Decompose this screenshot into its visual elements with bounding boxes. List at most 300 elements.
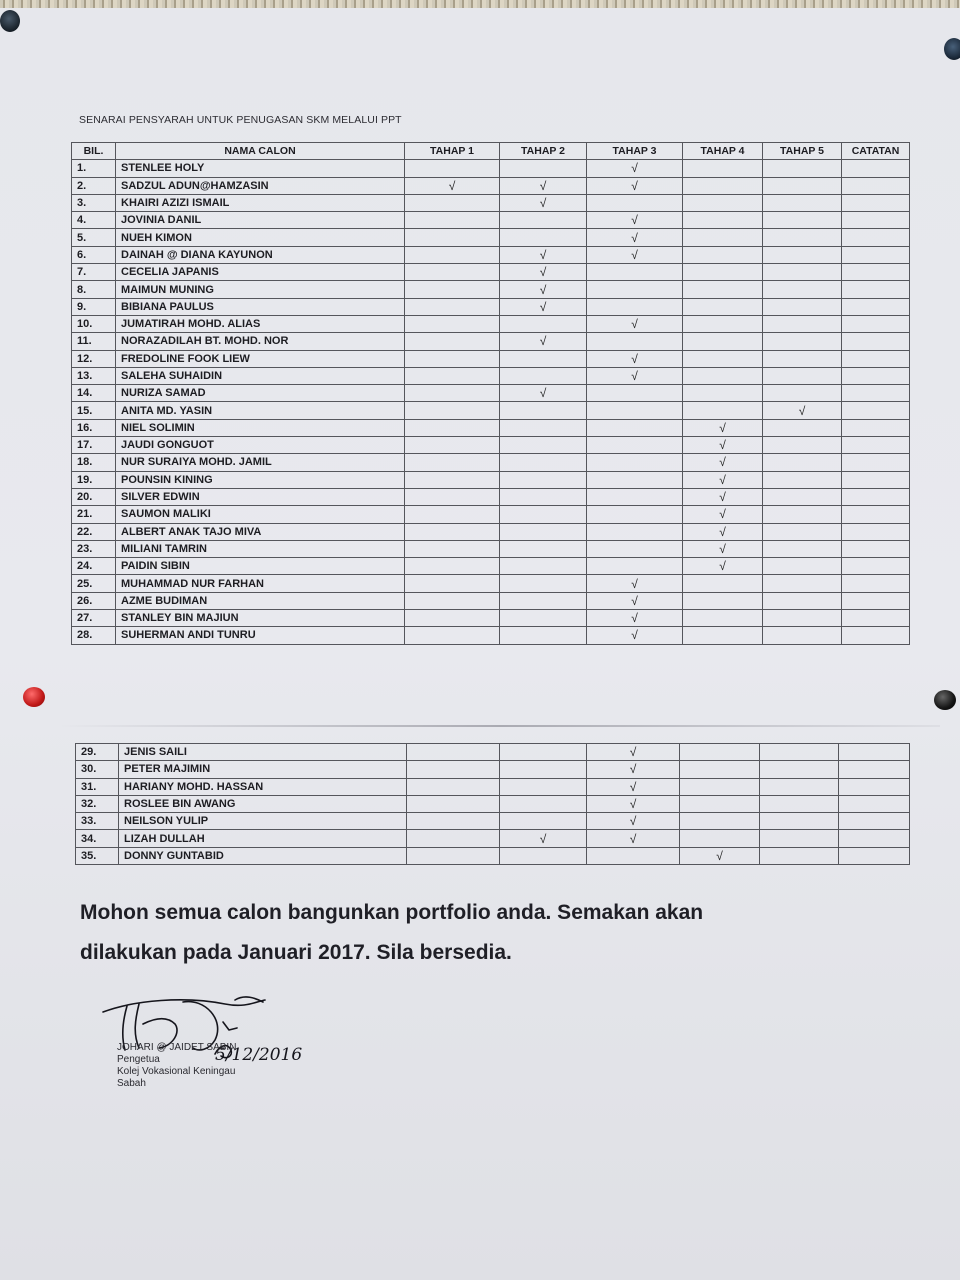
row-number: 35. <box>76 847 119 864</box>
candidate-name: JUMATIRAH MOHD. ALIAS <box>116 315 405 332</box>
tahap-1-cell <box>405 333 500 350</box>
check-mark-icon: √ <box>719 559 726 574</box>
row-number: 7. <box>72 264 116 281</box>
check-mark-icon: √ <box>448 178 456 193</box>
tahap-3-cell <box>587 264 683 281</box>
header-name: NAMA CALON <box>116 143 405 160</box>
tahap-3-cell <box>587 350 683 367</box>
table-row <box>72 402 910 419</box>
tahap-2-cell <box>500 523 587 540</box>
tahap-4-cell <box>683 367 763 384</box>
tahap-2-cell <box>500 402 587 419</box>
table-row <box>72 454 910 471</box>
tahap-5-cell <box>763 333 842 350</box>
table-row <box>72 298 910 315</box>
tahap-4-cell <box>683 212 763 229</box>
check-mark-icon: √ <box>631 213 638 228</box>
tahap-2-cell <box>500 367 587 384</box>
check-mark-icon: √ <box>629 745 637 760</box>
check-mark-icon: √ <box>539 831 547 846</box>
table-row <box>72 471 910 488</box>
candidate-name: NUR SURAIYA MOHD. JAMIL <box>116 454 405 471</box>
tahap-3-cell <box>587 367 683 384</box>
candidate-name: KHAIRI AZIZI ISMAIL <box>116 194 405 211</box>
tahap-1-cell <box>405 212 500 229</box>
row-number: 1. <box>72 160 116 177</box>
tahap-3-cell <box>587 488 683 505</box>
candidate-name: ALBERT ANAK TAJO MIVA <box>116 523 405 540</box>
catatan-cell <box>842 315 910 332</box>
tahap-3-cell <box>587 592 683 609</box>
tahap-1-cell <box>405 454 500 471</box>
tahap-5-cell <box>763 315 842 332</box>
catatan-cell <box>842 488 910 505</box>
tahap-3-cell <box>587 506 683 523</box>
catatan-cell <box>842 160 910 177</box>
tahap-5-cell <box>763 402 842 419</box>
catatan-cell <box>842 610 910 627</box>
table-row <box>72 212 910 229</box>
tahap-5-cell <box>763 437 842 454</box>
tahap-5-cell <box>760 847 839 864</box>
tahap-5-cell <box>760 795 839 812</box>
tahap-4-cell <box>683 506 763 523</box>
tahap-2-cell <box>500 264 587 281</box>
notice-line-2: dilakukan pada Januari 2017. Sila bersedia. <box>80 941 512 964</box>
tahap-4-cell <box>683 592 763 609</box>
tahap-1-cell <box>407 830 500 847</box>
tahap-4-cell <box>680 795 760 812</box>
row-number: 9. <box>72 298 116 315</box>
tahap-5-cell <box>760 830 839 847</box>
candidate-name: PAIDIN SIBIN <box>116 558 405 575</box>
table-row <box>76 761 910 778</box>
candidate-name: MILIANI TAMRIN <box>116 540 405 557</box>
candidate-name: JOVINIA DANIL <box>116 212 405 229</box>
tahap-1-cell <box>405 315 500 332</box>
candidate-name: MAIMUN MUNING <box>116 281 405 298</box>
row-number: 8. <box>72 281 116 298</box>
check-mark-icon: √ <box>719 541 726 556</box>
table-row <box>72 264 910 281</box>
candidate-name: STANLEY BIN MAJIUN <box>116 610 405 627</box>
row-number: 25. <box>72 575 116 592</box>
tahap-4-cell <box>680 830 760 847</box>
tahap-1-cell <box>405 419 500 436</box>
table-row <box>72 246 910 263</box>
tahap-5-cell <box>763 558 842 575</box>
table-row <box>76 813 910 830</box>
candidate-name: JAUDI GONGUOT <box>116 437 405 454</box>
tahap-2-cell <box>500 813 587 830</box>
row-number: 12. <box>72 350 116 367</box>
candidate-table <box>71 142 910 645</box>
tahap-4-cell <box>683 177 763 194</box>
row-number: 20. <box>72 488 116 505</box>
tahap-2-cell <box>500 540 587 557</box>
tahap-3-cell <box>587 212 683 229</box>
candidate-name: NEILSON YULIP <box>119 813 407 830</box>
tahap-5-cell <box>763 229 842 246</box>
catatan-cell <box>839 847 910 864</box>
tahap-4-cell <box>683 419 763 436</box>
catatan-cell <box>842 454 910 471</box>
tahap-1-cell <box>405 471 500 488</box>
tahap-5-cell <box>763 610 842 627</box>
table-row <box>76 847 910 864</box>
tahap-3-cell <box>587 540 683 557</box>
check-mark-icon: √ <box>539 386 547 401</box>
tahap-5-cell <box>763 194 842 211</box>
row-number: 23. <box>72 540 116 557</box>
catatan-cell <box>842 229 910 246</box>
check-mark-icon: √ <box>631 317 638 332</box>
catatan-cell <box>842 212 910 229</box>
check-mark-icon: √ <box>719 438 726 453</box>
check-mark-icon: √ <box>629 779 637 794</box>
tahap-3-cell <box>587 761 680 778</box>
check-mark-icon: √ <box>719 420 726 435</box>
tahap-1-cell <box>405 627 500 644</box>
tahap-5-cell <box>763 506 842 523</box>
candidate-name: DAINAH @ DIANA KAYUNON <box>116 246 405 263</box>
tahap-5-cell <box>763 246 842 263</box>
tahap-1-cell <box>407 761 500 778</box>
tahap-1-cell <box>407 778 500 795</box>
catatan-cell <box>842 177 910 194</box>
tahap-4-cell <box>683 402 763 419</box>
tahap-2-cell <box>500 506 587 523</box>
check-mark-icon: √ <box>629 762 637 777</box>
table-row <box>72 315 910 332</box>
tahap-1-cell <box>405 437 500 454</box>
tahap-1-cell <box>407 744 500 761</box>
tahap-1-cell <box>405 540 500 557</box>
table-row <box>72 488 910 505</box>
tahap-4-cell <box>680 778 760 795</box>
signatory-institution: Kolej Vokasional Keningau <box>117 1066 236 1077</box>
table-row <box>72 610 910 627</box>
check-mark-icon: √ <box>539 178 547 193</box>
tahap-5-cell <box>763 471 842 488</box>
table-row <box>72 160 910 177</box>
tahap-1-cell <box>405 488 500 505</box>
catatan-cell <box>842 246 910 263</box>
row-number: 14. <box>72 385 116 402</box>
pushpin-icon <box>0 10 20 32</box>
check-mark-icon: √ <box>719 455 726 470</box>
tahap-4-cell <box>680 761 760 778</box>
tahap-5-cell <box>763 212 842 229</box>
tahap-3-cell <box>587 744 680 761</box>
tahap-2-cell <box>500 333 587 350</box>
tahap-5-cell <box>763 575 842 592</box>
tahap-1-cell <box>405 402 500 419</box>
tahap-5-cell <box>760 778 839 795</box>
table-row <box>72 575 910 592</box>
catatan-cell <box>839 795 910 812</box>
tahap-4-cell <box>683 298 763 315</box>
catatan-cell <box>842 558 910 575</box>
candidate-name: JENIS SAILI <box>119 744 407 761</box>
check-mark-icon: √ <box>631 628 638 643</box>
tahap-1-cell <box>407 813 500 830</box>
tahap-4-cell <box>683 488 763 505</box>
check-mark-icon: √ <box>719 472 726 487</box>
candidate-name: SUHERMAN ANDI TUNRU <box>116 627 405 644</box>
catatan-cell <box>842 402 910 419</box>
tahap-5-cell <box>763 160 842 177</box>
row-number: 17. <box>72 437 116 454</box>
tahap-2-cell <box>500 847 587 864</box>
header-tahap-5: TAHAP 5 <box>763 143 842 160</box>
check-mark-icon: √ <box>631 161 638 176</box>
candidate-name: MUHAMMAD NUR FARHAN <box>116 575 405 592</box>
tahap-5-cell <box>763 454 842 471</box>
tahap-4-cell <box>683 160 763 177</box>
tahap-4-cell <box>683 523 763 540</box>
catatan-cell <box>842 281 910 298</box>
row-number: 10. <box>72 315 116 332</box>
tahap-3-cell <box>587 437 683 454</box>
tahap-3-cell <box>587 575 683 592</box>
check-mark-icon: √ <box>629 831 637 846</box>
tahap-2-cell <box>500 298 587 315</box>
tahap-4-cell <box>683 575 763 592</box>
tahap-3-cell <box>587 813 680 830</box>
header-tahap-3: TAHAP 3 <box>587 143 683 160</box>
catatan-cell <box>842 592 910 609</box>
candidate-name: ROSLEE BIN AWANG <box>119 795 407 812</box>
catatan-cell <box>842 523 910 540</box>
tahap-3-cell <box>587 558 683 575</box>
tahap-4-cell <box>683 264 763 281</box>
table-row <box>72 385 910 402</box>
tahap-2-cell <box>500 246 587 263</box>
check-mark-icon: √ <box>719 524 726 539</box>
tahap-5-cell <box>763 298 842 315</box>
catatan-cell <box>842 298 910 315</box>
catatan-cell <box>842 627 910 644</box>
tahap-1-cell <box>405 592 500 609</box>
tahap-5-cell <box>763 627 842 644</box>
table-row <box>72 194 910 211</box>
tahap-5-cell <box>763 488 842 505</box>
row-number: 30. <box>76 761 119 778</box>
tahap-4-cell <box>680 813 760 830</box>
tahap-2-cell <box>500 795 587 812</box>
tahap-5-cell <box>760 744 839 761</box>
tahap-1-cell <box>405 246 500 263</box>
check-mark-icon: √ <box>629 814 637 829</box>
tahap-3-cell <box>587 315 683 332</box>
check-mark-icon: √ <box>716 848 723 863</box>
catatan-cell <box>842 367 910 384</box>
paper-fold-line <box>60 725 940 727</box>
tahap-1-cell <box>405 558 500 575</box>
tahap-1-cell <box>405 610 500 627</box>
tahap-3-cell <box>587 333 683 350</box>
check-mark-icon: √ <box>798 403 806 418</box>
check-mark-icon: √ <box>631 369 638 383</box>
row-number: 4. <box>72 212 116 229</box>
candidate-name: FREDOLINE FOOK LIEW <box>116 350 405 367</box>
check-mark-icon: √ <box>539 282 547 297</box>
tahap-4-cell <box>683 454 763 471</box>
catatan-cell <box>839 744 910 761</box>
tahap-5-cell <box>763 281 842 298</box>
candidate-name: SADZUL ADUN@HAMZASIN <box>116 177 405 194</box>
check-mark-icon: √ <box>631 351 638 366</box>
table-row <box>72 592 910 609</box>
catatan-cell <box>842 506 910 523</box>
tahap-5-cell <box>763 177 842 194</box>
row-number: 19. <box>72 471 116 488</box>
catatan-cell <box>842 437 910 454</box>
candidate-name: NURIZA SAMAD <box>116 385 405 402</box>
tahap-5-cell <box>763 540 842 557</box>
row-number: 15. <box>72 402 116 419</box>
row-number: 11. <box>72 333 116 350</box>
row-number: 16. <box>72 419 116 436</box>
tahap-5-cell <box>760 813 839 830</box>
table-header-row <box>72 143 910 160</box>
tahap-3-cell <box>587 471 683 488</box>
tahap-5-cell <box>763 592 842 609</box>
row-number: 6. <box>72 246 116 263</box>
row-number: 34. <box>76 830 119 847</box>
tahap-2-cell <box>500 437 587 454</box>
tahap-3-cell <box>587 523 683 540</box>
tahap-2-cell <box>500 281 587 298</box>
header-tahap-1: TAHAP 1 <box>405 143 500 160</box>
check-mark-icon: √ <box>539 196 547 211</box>
tahap-3-cell <box>587 194 683 211</box>
catatan-cell <box>842 264 910 281</box>
tahap-1-cell <box>405 298 500 315</box>
tahap-4-cell <box>683 229 763 246</box>
tahap-2-cell <box>500 627 587 644</box>
tahap-4-cell <box>683 315 763 332</box>
row-number: 27. <box>72 610 116 627</box>
catatan-cell <box>842 575 910 592</box>
tahap-4-cell <box>683 385 763 402</box>
row-number: 3. <box>72 194 116 211</box>
tahap-3-cell <box>587 229 683 246</box>
tahap-1-cell <box>405 194 500 211</box>
catatan-cell <box>839 813 910 830</box>
tahap-4-cell <box>683 281 763 298</box>
tahap-2-cell <box>500 385 587 402</box>
candidate-name: ANITA MD. YASIN <box>116 402 405 419</box>
tahap-1-cell <box>407 847 500 864</box>
check-mark-icon: √ <box>629 797 637 812</box>
tahap-4-cell <box>683 246 763 263</box>
catatan-cell <box>839 761 910 778</box>
tahap-4-cell <box>683 437 763 454</box>
tahap-1-cell <box>405 350 500 367</box>
table-row <box>72 506 910 523</box>
tahap-2-cell <box>500 177 587 194</box>
tahap-1-cell <box>405 264 500 281</box>
tahap-2-cell <box>500 419 587 436</box>
tahap-2-cell <box>500 160 587 177</box>
row-number: 22. <box>72 523 116 540</box>
tahap-2-cell <box>500 194 587 211</box>
table-row <box>72 177 910 194</box>
check-mark-icon: √ <box>631 576 638 591</box>
tahap-4-cell <box>683 540 763 557</box>
tahap-1-cell <box>405 160 500 177</box>
candidate-name: DONNY GUNTABID <box>119 847 407 864</box>
tahap-2-cell <box>500 558 587 575</box>
tahap-2-cell <box>500 830 587 847</box>
tahap-4-cell <box>683 350 763 367</box>
catatan-cell <box>842 385 910 402</box>
tahap-5-cell <box>763 523 842 540</box>
row-number: 21. <box>72 506 116 523</box>
tahap-2-cell <box>500 212 587 229</box>
candidate-name: PETER MAJIMIN <box>119 761 407 778</box>
tahap-5-cell <box>763 350 842 367</box>
catatan-cell <box>839 778 910 795</box>
candidate-name: POUNSIN KINING <box>116 471 405 488</box>
table-row <box>76 744 910 761</box>
candidate-name: AZME BUDIMAN <box>116 592 405 609</box>
candidate-name: CECELIA JAPANIS <box>116 264 405 281</box>
row-number: 33. <box>76 813 119 830</box>
signatory-name: JOHARI @ JAIDET SABIN <box>117 1042 237 1053</box>
table-row <box>76 795 910 812</box>
tahap-3-cell <box>587 419 683 436</box>
table-row <box>72 281 910 298</box>
tahap-3-cell <box>587 385 683 402</box>
table-row <box>72 419 910 436</box>
candidate-name: HARIANY MOHD. HASSAN <box>119 778 407 795</box>
black-pushpin-icon <box>934 690 956 710</box>
header-catatan: CATATAN <box>842 143 910 160</box>
notice-line-1: Mohon semua calon bangunkan portfolio anda. Semakan akan <box>80 901 704 924</box>
row-number: 24. <box>72 558 116 575</box>
table-row <box>72 229 910 246</box>
check-mark-icon: √ <box>631 178 638 193</box>
tahap-1-cell <box>405 281 500 298</box>
row-number: 28. <box>72 627 116 644</box>
tahap-4-cell <box>683 627 763 644</box>
table-row <box>72 333 910 350</box>
pushpin-icon <box>944 38 960 60</box>
row-number: 5. <box>72 229 116 246</box>
catatan-cell <box>842 540 910 557</box>
tahap-3-cell <box>587 847 680 864</box>
table-row <box>72 540 910 557</box>
table-row <box>72 437 910 454</box>
row-number: 32. <box>76 795 119 812</box>
tahap-1-cell <box>405 229 500 246</box>
tahap-5-cell <box>763 419 842 436</box>
check-mark-icon: √ <box>539 265 547 280</box>
table-row <box>72 523 910 540</box>
table-row <box>72 558 910 575</box>
check-mark-icon: √ <box>631 593 638 608</box>
tahap-4-cell <box>683 194 763 211</box>
check-mark-icon: √ <box>631 230 638 245</box>
tahap-5-cell <box>763 385 842 402</box>
candidate-name: LIZAH DULLAH <box>119 830 407 847</box>
tahap-5-cell <box>763 367 842 384</box>
catatan-cell <box>842 419 910 436</box>
tahap-1-cell <box>405 506 500 523</box>
